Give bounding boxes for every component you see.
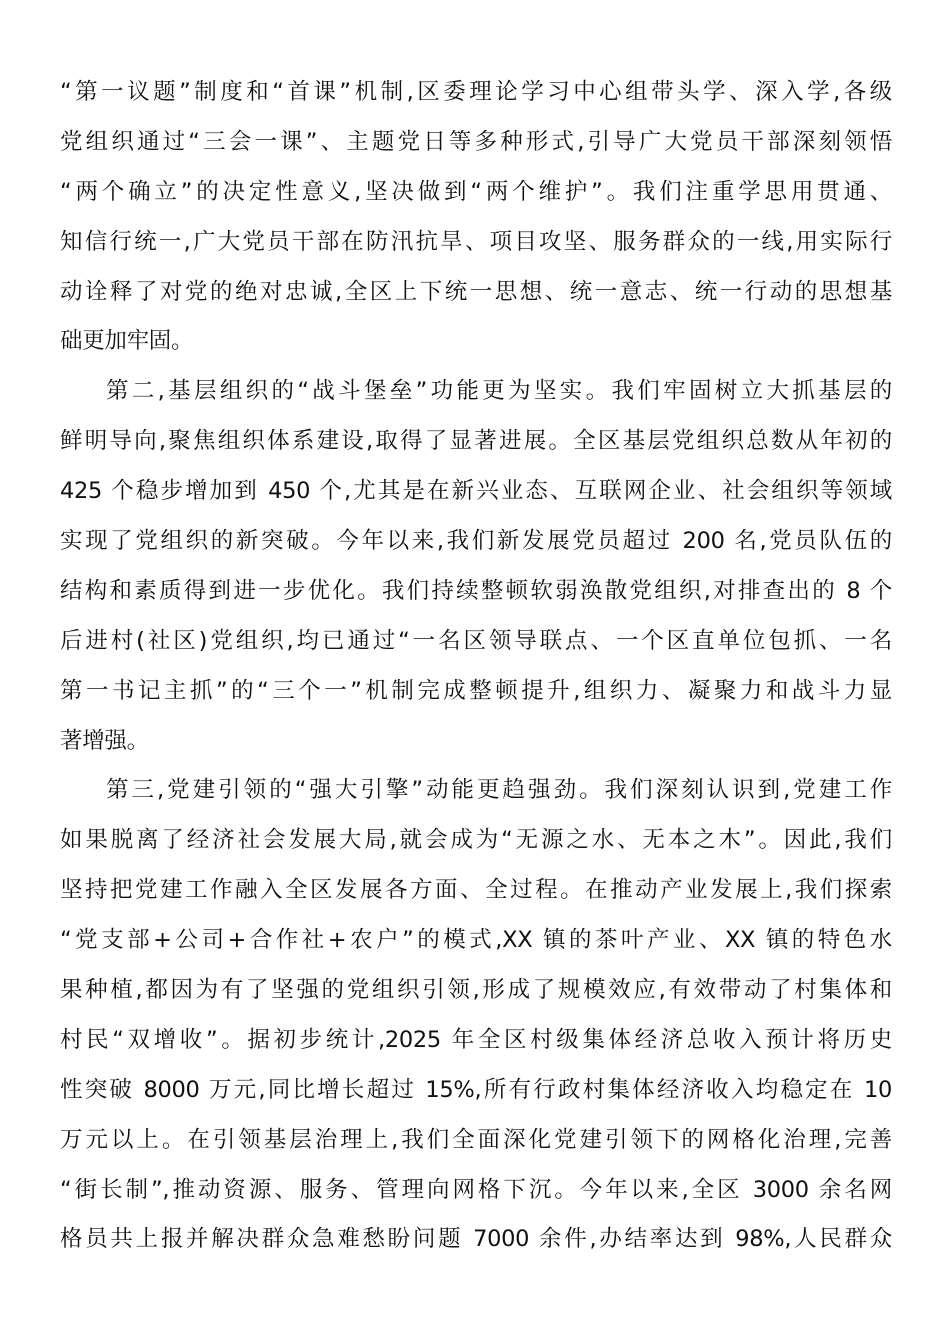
- text-line: 后进村(社区)党组织,均已通过“一名区领导联点、一个区直单位包抓、一名: [60, 627, 892, 654]
- text-line: 万元以上。在引领基层治理上,我们全面深化党建引领下的网格化治理,完善: [60, 1126, 892, 1153]
- text-line: 著增强。: [60, 727, 149, 754]
- text-line: “第一议题”制度和“首课”机制,区委理论学习中心组带头学、深入学,各级: [60, 79, 892, 105]
- text-line: 如果脱离了经济社会发展大局,就会成为“无源之水、无本之木”。因此,我们: [60, 827, 892, 854]
- text-line: 知信行统一,广大党员干部在防汛抗旱、项目攻坚、服务群众的一线,用实际行: [60, 228, 892, 255]
- text-line: 实现了党组织的新突破。今年以来,我们新发展党员超过 200 名,党员队伍的: [60, 528, 892, 555]
- paragraph-second: [60, 367, 892, 766]
- text-line: 党组织通过“三会一课”、主题党日等多种形式,引导广大党员干部深刻领悟: [60, 128, 892, 155]
- text-line: 鲜明导向,聚焦组织体系建设,取得了显著进展。全区基层党组织总数从年初的: [60, 428, 892, 455]
- text-line: “党支部+公司+合作社+农户”的模式,XX 镇的茶叶产业、XX 镇的特色水: [60, 927, 892, 954]
- text-line: 性突破 8000 万元,同比增长超过 15%,所有行政村集体经济收入均稳定在 10: [60, 1076, 892, 1103]
- text-line: 格员共上报并解决群众急难愁盼问题 7000 余件,办结率达到 98%,人民群众: [60, 1226, 892, 1253]
- text-line: 第一书记主抓”的“三个一”机制完成整顿提升,组织力、凝聚力和战斗力显: [60, 677, 892, 704]
- paragraph-first-continued: [60, 68, 892, 367]
- text-line: 425 个稳步增加到 450 个,尤其是在新兴业态、互联网企业、社会组织等领域: [60, 478, 892, 505]
- text-line: 结构和素质得到进一步优化。我们持续整顿软弱涣散党组织,对排查出的 8 个: [60, 577, 892, 604]
- text-line: “两个确立”的决定性意义,坚决做到“两个维护”。我们注重学思用贯通、: [60, 178, 892, 205]
- text-line: 动诠释了对党的绝对忠诚,全区上下统一思想、统一意志、统一行动的思想基: [60, 278, 892, 305]
- paragraph-third: [60, 766, 892, 1265]
- text-line: 村民“双增收”。据初步统计,2025 年全区村级集体经济总收入预计将历史: [60, 1026, 892, 1053]
- text-line: 第二,基层组织的“战斗堡垒”功能更为坚实。我们牢固树立大抓基层的: [106, 378, 892, 405]
- text-line: 坚持把党建工作融入全区发展各方面、全过程。在推动产业发展上,我们探索: [60, 877, 892, 904]
- document-page: [60, 68, 892, 1265]
- text-line: 础更加牢固。: [60, 328, 194, 355]
- text-line: 果种植,都因为有了坚强的党组织引领,形成了规模效应,有效带动了村集体和: [60, 977, 892, 1004]
- text-line: 第三,党建引领的“强大引擎”动能更趋强劲。我们深刻认识到,党建工作: [106, 777, 892, 804]
- text-line: “街长制”,推动资源、服务、管理向网格下沉。今年以来,全区 3000 余名网: [60, 1176, 892, 1203]
